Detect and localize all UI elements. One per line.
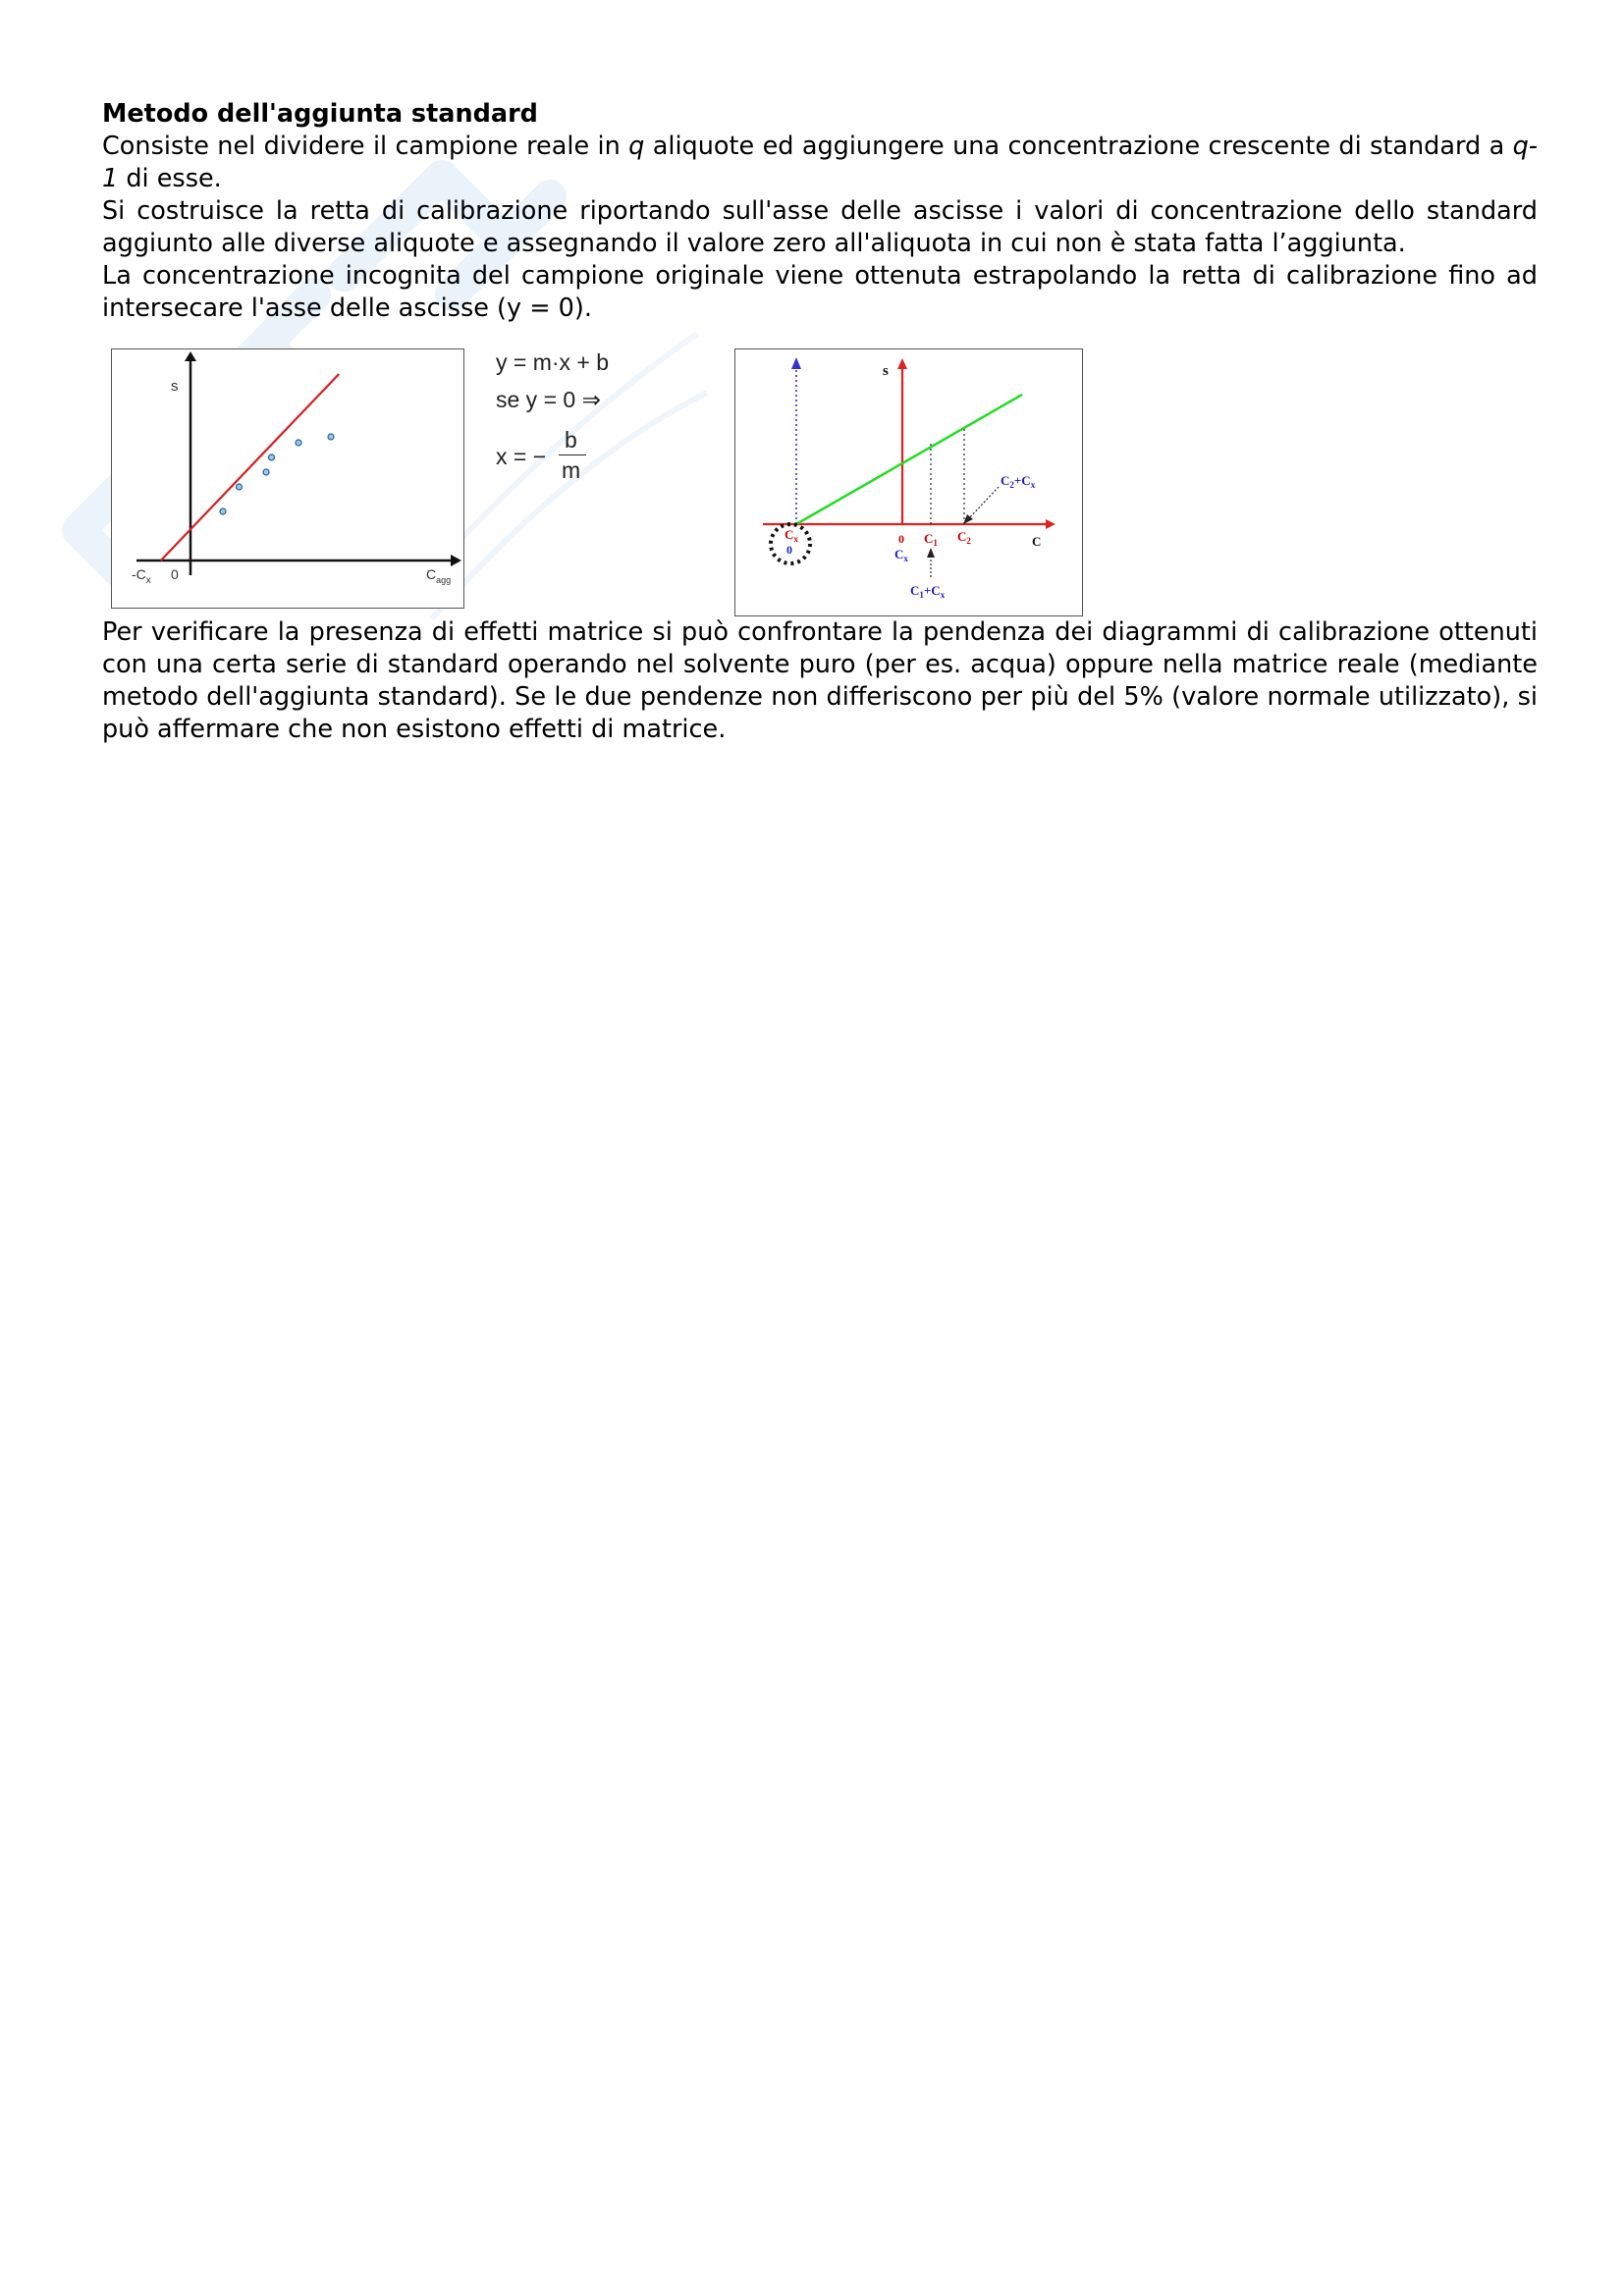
blue-arrow-head [791,357,801,369]
formula-denominator: m [562,457,581,483]
x-axis-arrow [451,555,461,566]
section-title: Metodo dell'aggiunta standard [102,99,538,129]
zero-left-label: 0 [786,543,792,557]
zero-axis-label: 0 [898,532,904,546]
data-point [296,440,301,446]
paragraph-4: Per verificare la presenza di effetti matrice si può confrontare la pendenza dei diagrammi di calibrazione ottenuti con una certa serie di standard operando nel solvente puro (per es. acqua) oppure nella matrice reale (mediante metodo dell'aggiunta standard). Se le due pendenze non differiscono per più del 5% (valore normale utilizzato), si può affermare che non esistono effetti di matrice. [102,617,1538,744]
y-axis-label: s [883,363,889,379]
data-point [328,434,334,440]
c2cx-pointer [969,487,999,518]
origin-label: 0 [171,566,179,582]
x-axis-label: C [1032,534,1042,549]
y-axis-arrow [185,351,196,361]
c1-label: $C_1$ [924,531,938,548]
paragraph-2: Si costruisce la retta di calibrazione riportando sull'asse delle ascisse i valori di concentrazione dello standard aggiunto alle diverse aliquote e assegnando il valore zero all'aliquota in cui non è stata fatta l’aggiunta. [102,196,1538,258]
data-point [237,484,243,490]
formula-x-eq: x = − [496,444,547,469]
formula-numerator: b [565,427,577,453]
green-calibration-line [796,395,1022,524]
formula-line-2: se y = 0 ⇒ [496,387,601,412]
c2cx-label: $C_2+C_x$ [1001,473,1036,490]
x-axis-arrow [1046,519,1056,529]
intro-text [102,98,1538,325]
x-axis-label: $C_{agg}$ [426,566,452,585]
c1cx-label: $C_1+C_x$ [910,583,946,600]
cx-top-label: $C_x$ [785,527,798,544]
fraction-bar [559,454,586,455]
y-axis-arrow [897,358,907,369]
formula-line-1: y = m·x + b [496,349,610,375]
formula [496,346,633,493]
data-point [263,469,269,475]
y-axis-label: s [171,378,179,395]
c2-label: $C_2$ [957,529,971,546]
c1cx-pointer-head [927,548,935,558]
fit-line [161,374,340,561]
intercept-label: $-C_x$ [132,566,151,586]
calibration-plot [111,348,464,609]
conclusion-text [102,616,1538,746]
paragraph-1: Consiste nel dividere il campione reale in q aliquote ed aggiungere una concentrazione crescente di standard a q-1 di esse. [102,132,1538,193]
paragraph-3: La concentrazione incognita del campione originale viene ottenuta estrapolando la retta di calibrazione fino ad intersecare l'asse delle ascisse (y = 0). [102,261,1538,323]
data-point [269,454,275,460]
standard-addition-diagram [734,348,1083,616]
cx-below-label: $C_x$ [894,547,908,563]
data-point [220,508,226,514]
